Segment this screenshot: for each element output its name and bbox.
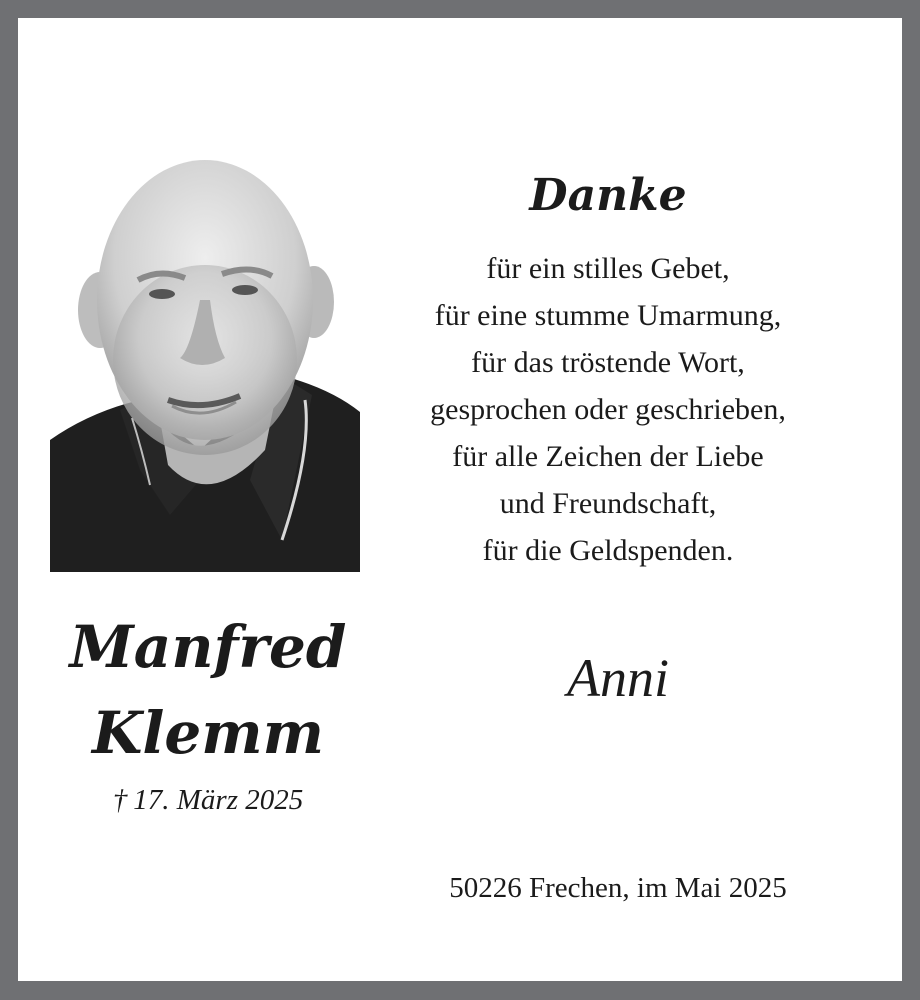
death-date: 17. März 2025	[133, 784, 304, 816]
poem-line: gesprochen oder geschrieben,	[430, 393, 786, 426]
thank-you-poem	[370, 245, 846, 574]
poem-line: für die Geldspenden.	[482, 534, 734, 567]
deceased-first-name: Manfred	[69, 613, 347, 681]
place-and-date: 50226 Frechen, im Mai 2025	[449, 872, 787, 904]
poem-line: für ein stilles Gebet,	[486, 252, 730, 285]
thank-you-heading: Danke	[529, 170, 687, 221]
deceased-last-name: Klemm	[91, 699, 325, 767]
poem-line: für alle Zeichen der Liebe	[452, 440, 764, 473]
poem-line: für eine stumme Umarmung,	[434, 299, 782, 332]
death-date-line	[38, 780, 378, 820]
signature: Anni	[567, 648, 669, 708]
poem-line: für das tröstende Wort,	[471, 346, 745, 379]
obituary-card	[18, 18, 902, 981]
portrait-photo	[50, 150, 360, 572]
cross-icon: †	[112, 784, 128, 816]
poem-line: und Freundschaft,	[499, 487, 717, 520]
